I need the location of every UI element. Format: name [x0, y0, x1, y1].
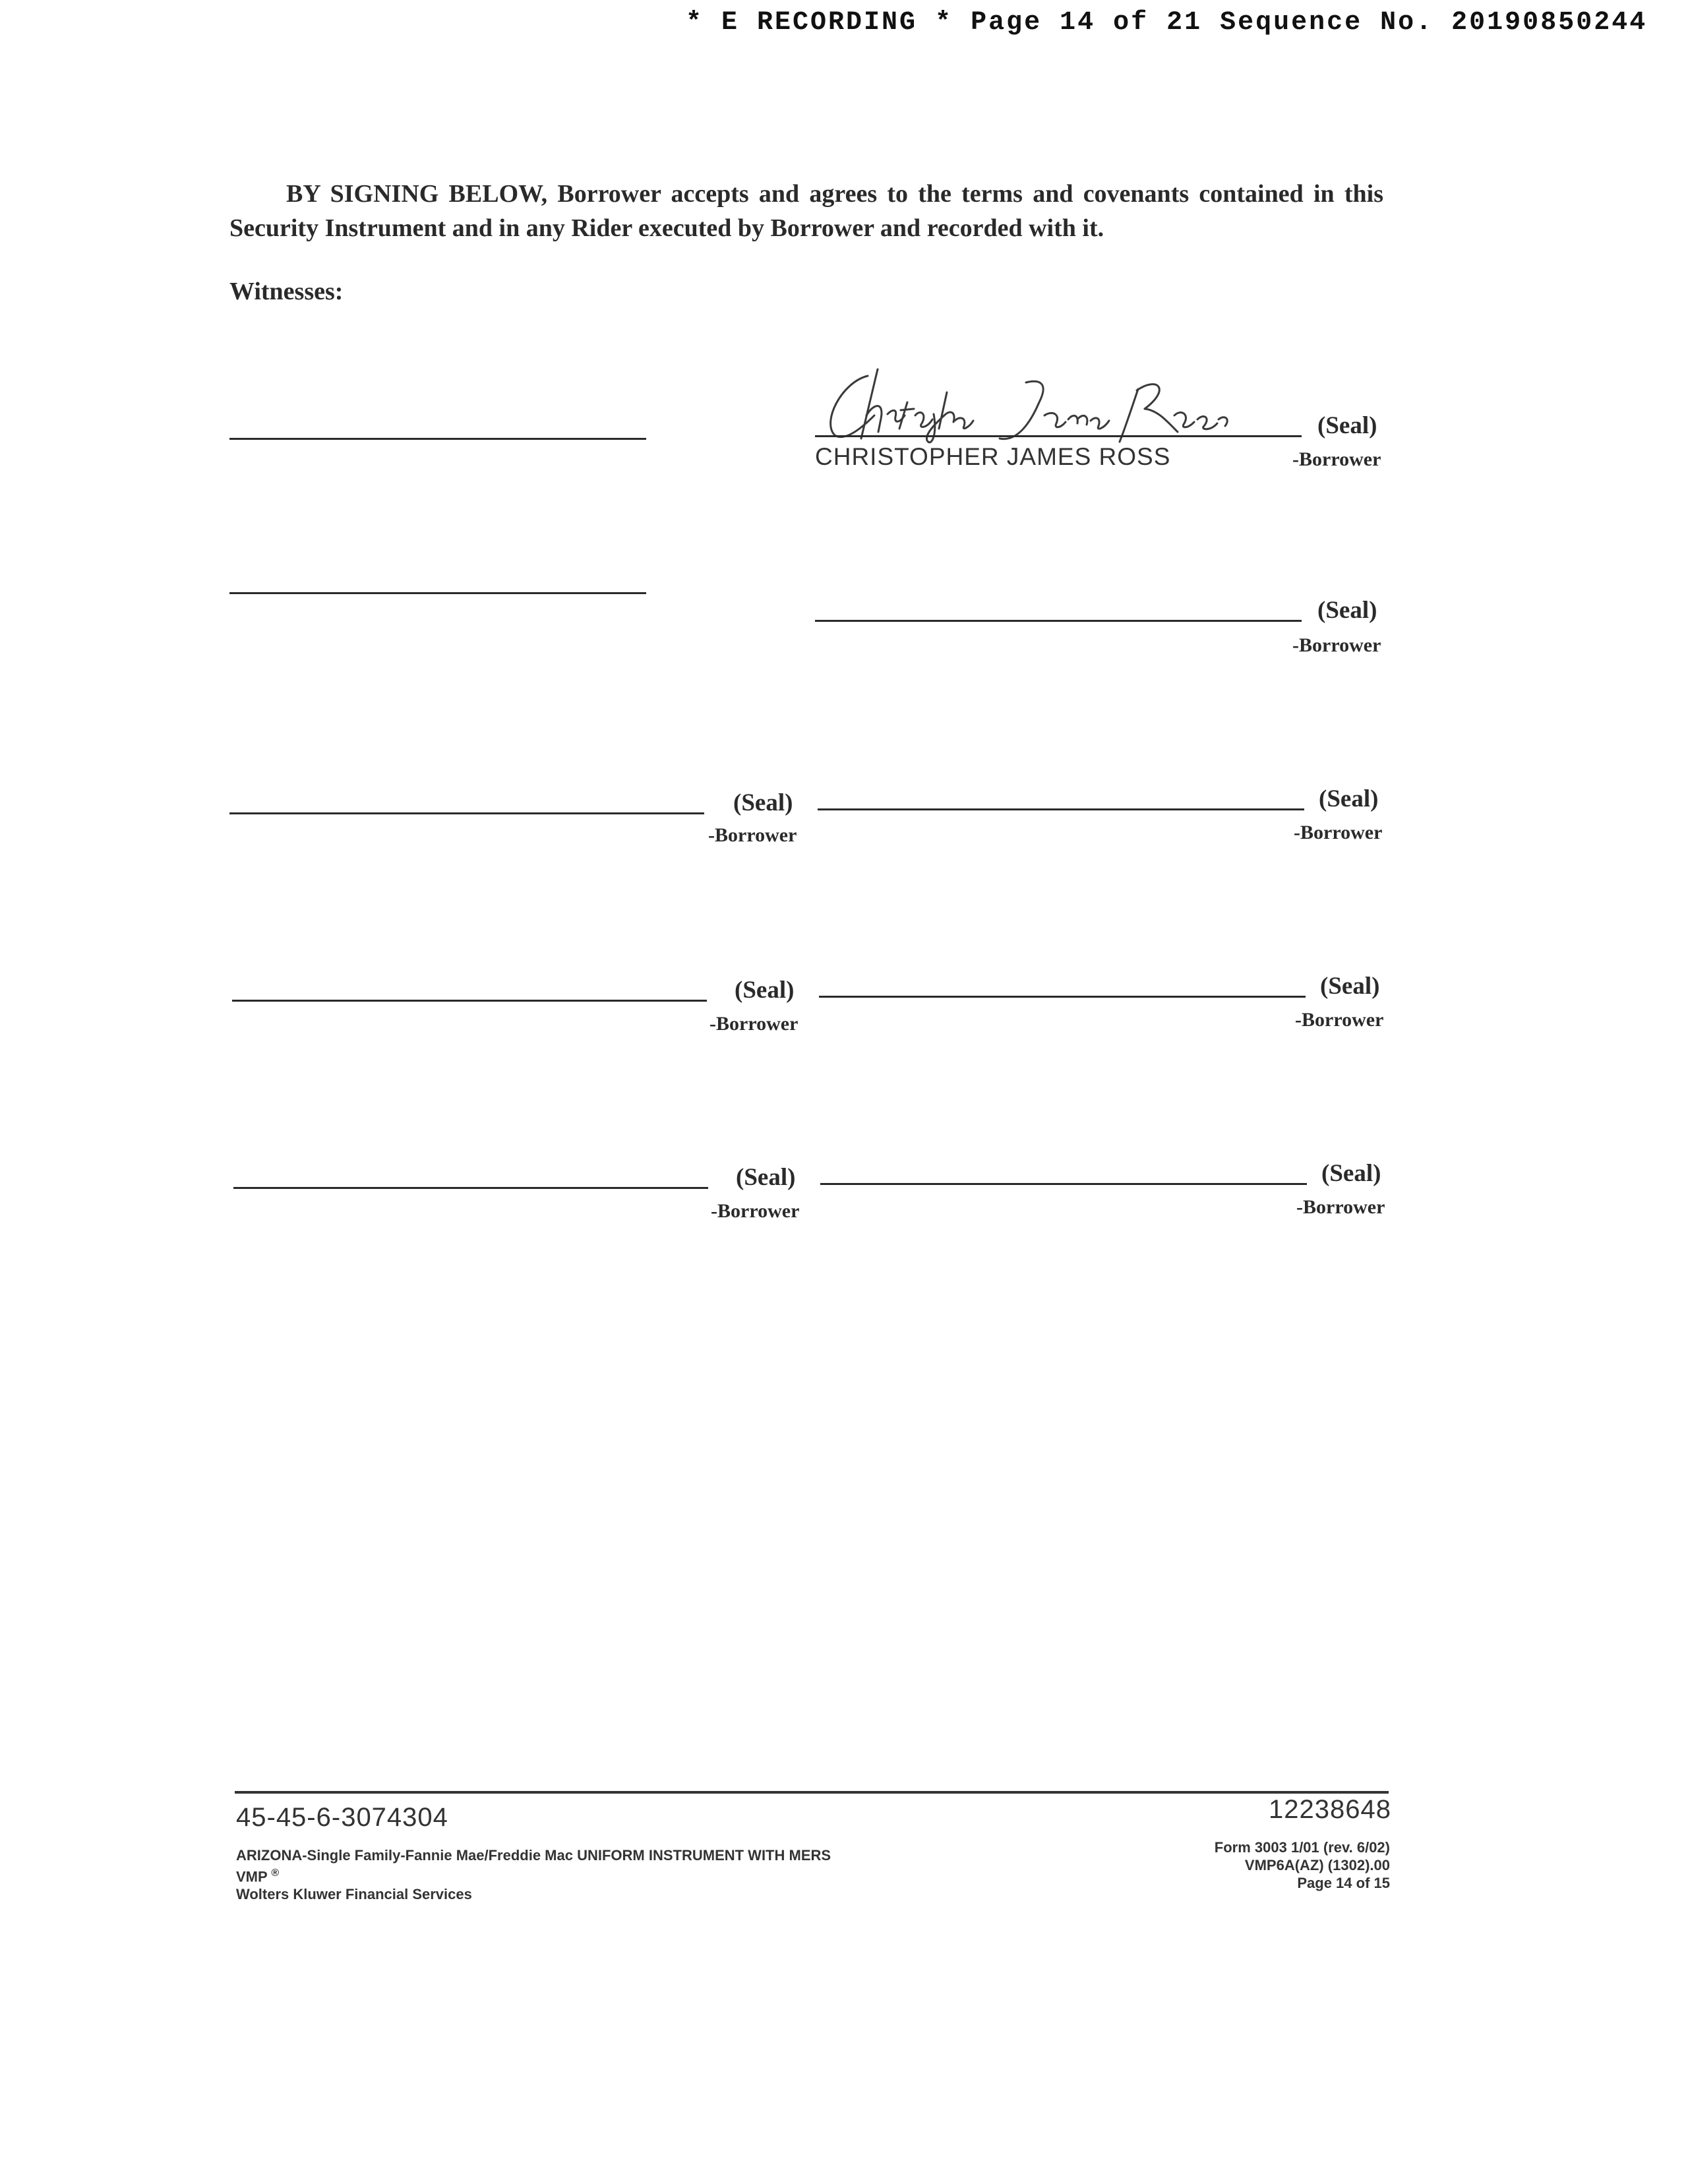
seal-label-8: (Seal)	[1321, 1160, 1381, 1187]
borrower-label-2: -Borrower	[1292, 634, 1381, 656]
agreement-body: Borrower accepts and agrees to the terms and covenants contained in this Security Instrument and in any Rider executed by Borrower and recorded with it.	[229, 180, 1383, 242]
borrower-label-4: -Borrower	[1294, 822, 1383, 843]
witnesses-label: Witnesses:	[229, 278, 344, 305]
seal-label-6: (Seal)	[1320, 973, 1380, 1000]
signature-line-8	[820, 1183, 1307, 1185]
loan-number-left: 45-45-6-3074304	[236, 1803, 448, 1832]
borrower-label-6: -Borrower	[1295, 1009, 1384, 1031]
footer-publisher: Wolters Kluwer Financial Services	[236, 1886, 472, 1903]
footer-form-info	[236, 1846, 831, 1903]
agreement-lead-in: BY SIGNING BELOW,	[286, 180, 548, 208]
signature-line-7	[233, 1187, 708, 1189]
seal-label-2: (Seal)	[1317, 597, 1377, 624]
borrower-label-7: -Borrower	[711, 1200, 800, 1222]
borrower-label-8: -Borrower	[1296, 1196, 1385, 1218]
footer-divider	[235, 1791, 1389, 1794]
footer-vmp-code: VMP6A(AZ) (1302).00	[1244, 1857, 1390, 1873]
seal-label-5: (Seal)	[735, 977, 795, 1004]
signature-line-3	[229, 812, 704, 814]
registered-mark: ®	[271, 1867, 280, 1879]
footer-instrument-title: ARIZONA-Single Family-Fannie Mae/Freddie Mac UNIFORM INSTRUMENT WITH MERS	[236, 1847, 831, 1864]
recording-header: * E RECORDING * Page 14 of 21 Sequence No. 20190850244	[686, 8, 1648, 38]
loan-number-right: 12238648	[1269, 1795, 1391, 1824]
seal-label-1: (Seal)	[1317, 412, 1377, 439]
signature-line-1	[815, 435, 1302, 437]
agreement-paragraph	[229, 177, 1383, 245]
seal-label-3: (Seal)	[733, 789, 793, 816]
footer-form-number: Form 3003 1/01 (rev. 6/02)	[1214, 1839, 1390, 1856]
witness-line-1	[229, 438, 646, 440]
seal-label-7: (Seal)	[736, 1164, 796, 1191]
footer-vmp-line: VMP ®	[236, 1867, 280, 1885]
footer-form-codes	[1215, 1838, 1390, 1892]
signature-line-2	[815, 620, 1302, 622]
signature-line-5	[232, 1000, 707, 1002]
signature-line-4	[818, 808, 1304, 810]
seal-label-4: (Seal)	[1319, 785, 1379, 812]
footer-page-number: Page 14 of 15	[1297, 1875, 1390, 1891]
borrower-label-5: -Borrower	[709, 1013, 799, 1035]
borrower-label-3: -Borrower	[708, 824, 797, 846]
signer-name: CHRISTOPHER JAMES ROSS	[815, 443, 1171, 470]
signature-line-6	[819, 996, 1306, 998]
witness-line-2	[229, 592, 646, 594]
borrower-label-1: -Borrower	[1292, 448, 1381, 470]
